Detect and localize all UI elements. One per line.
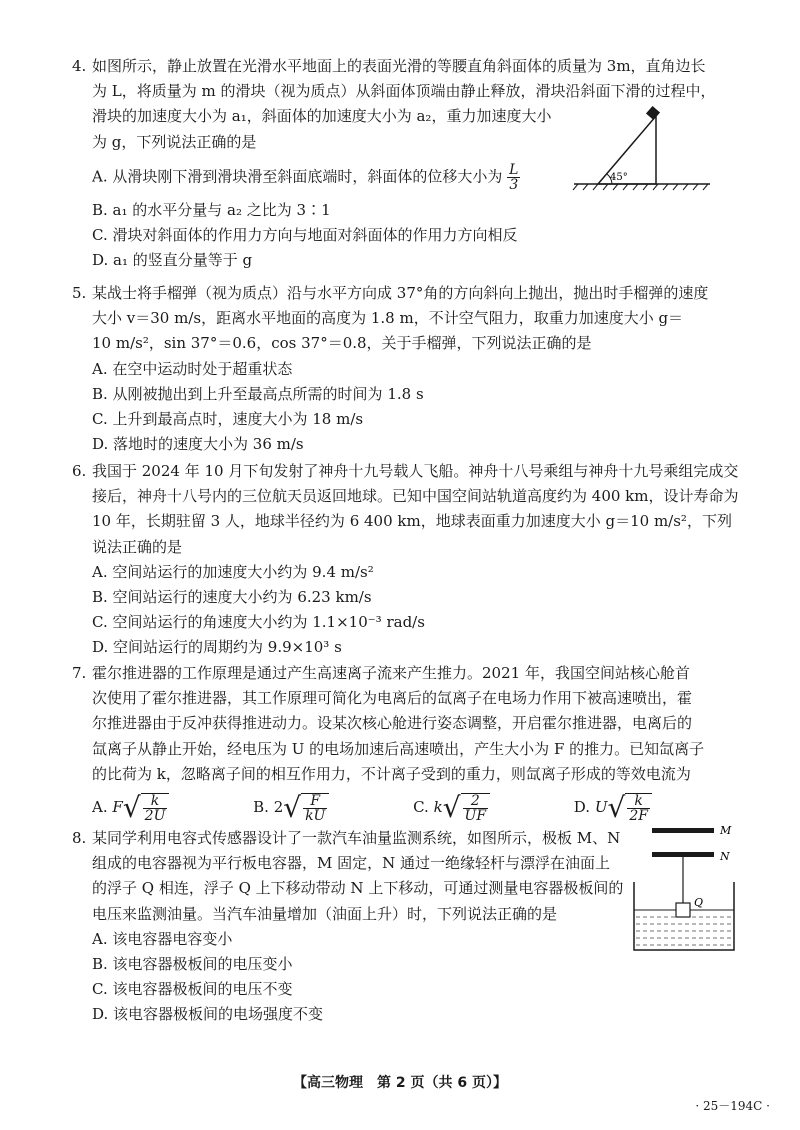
coefficient: 2 bbox=[273, 798, 284, 817]
radical-icon: √ bbox=[442, 791, 461, 825]
radicand bbox=[141, 793, 170, 823]
question-text-line: 次使用了霍尔推进器，其工作原理可简化为电离后的氙离子在电场力作用下被高速喷出，霍 bbox=[92, 689, 693, 708]
fraction-denominator: 3 bbox=[509, 176, 519, 193]
question-text-line: 的浮子 Q 相连，浮子 Q 上下移动带动 N 上下移动，可通过测量电容器极板间的 bbox=[92, 879, 624, 898]
question-text-line: 为 g，下列说法正确的是 bbox=[92, 132, 257, 151]
sqrt-expression bbox=[123, 793, 170, 823]
option-c: C. 上升到最高点时，速度大小为 18 m/s bbox=[92, 410, 364, 429]
question-text-line: 滑块的加速度大小为 a₁，斜面体的加速度大小为 a₂，重力加速度大小 bbox=[92, 107, 552, 126]
option-d: D. a₁ 的竖直分量等于 g bbox=[92, 251, 253, 270]
fraction bbox=[463, 794, 489, 823]
question-text-line: 如图所示，静止放置在光滑水平地面上的表面光滑的等腰直角斜面体的质量为 3m，直角边长 bbox=[92, 57, 706, 75]
fraction-denominator: UF bbox=[464, 808, 487, 825]
radicand bbox=[301, 793, 329, 823]
option-b: B. 该电容器极板间的电压变小 bbox=[92, 955, 293, 974]
question-text-line: 说法正确的是 bbox=[92, 537, 183, 556]
question-text-line: 的比荷为 k，忽略离子间的相互作用力，不计离子受到的重力，则氙离子形成的等效电流为 bbox=[92, 764, 691, 783]
slider-block bbox=[646, 106, 660, 120]
option-a bbox=[92, 793, 169, 823]
option-label: D. bbox=[573, 798, 591, 817]
oil-hatch bbox=[636, 917, 732, 945]
option-b bbox=[253, 793, 329, 823]
question-number: 5. bbox=[72, 284, 87, 302]
option-b: B. a₁ 的水平分量与 a₂ 之比为 3∶1 bbox=[92, 200, 331, 219]
option-b: B. 从刚被抛出到上升至最高点所需的时间为 1.8 s bbox=[92, 384, 424, 403]
question-text-line: 为 L，将质量为 m 的滑块（视为质点）从斜面体顶端由静止释放，滑块沿斜面下滑的过程中， bbox=[92, 82, 716, 101]
fraction bbox=[303, 794, 327, 823]
radicand bbox=[461, 793, 491, 823]
sqrt-expression bbox=[443, 793, 490, 823]
ground-hatch bbox=[573, 184, 708, 190]
fraction-denominator: kU bbox=[305, 808, 326, 825]
fraction-numerator: F bbox=[303, 794, 327, 809]
coefficient: F bbox=[112, 798, 123, 817]
coefficient: k bbox=[433, 798, 443, 817]
question-number: 7. bbox=[72, 664, 87, 682]
question-6 bbox=[72, 459, 760, 661]
question-text-line: 我国于 2024 年 10 月下旬发射了神舟十九号载人飞船。神舟十八号乘组与神舟十九号乘组完成交 bbox=[92, 462, 739, 480]
question-number: 4. bbox=[72, 57, 87, 75]
option-d: D. 空间站运行的周期约为 9.9×10³ s bbox=[92, 638, 342, 657]
option-d bbox=[574, 793, 652, 823]
option-row bbox=[92, 793, 652, 823]
plate-n-label: N bbox=[720, 850, 730, 863]
sqrt-expression bbox=[283, 793, 329, 823]
plate-m bbox=[652, 828, 714, 833]
option-c: C. 空间站运行的角速度大小约为 1.1×10⁻³ rad/s bbox=[92, 613, 425, 632]
option-label: B. bbox=[253, 798, 269, 817]
option-b: B. 空间站运行的速度大小约为 6.23 km/s bbox=[92, 588, 372, 607]
float-q-label: Q bbox=[694, 896, 704, 909]
radical-icon: √ bbox=[607, 791, 626, 825]
option-c: C. 该电容器极板间的电压不变 bbox=[92, 980, 293, 999]
plate-n bbox=[652, 852, 714, 857]
question-text-line: 10 年，长期驻留 3 人，地球半径约为 6 400 km，地球表面重力加速度大小 g＝10 m/s²，下列 bbox=[92, 512, 732, 531]
capacitor-figure bbox=[630, 822, 740, 957]
float-q bbox=[676, 903, 690, 917]
angle-label: 45° bbox=[610, 172, 628, 183]
question-7 bbox=[72, 661, 760, 825]
fraction-denominator: 2U bbox=[144, 808, 166, 825]
option-d: D. 落地时的速度大小为 36 m/s bbox=[92, 435, 304, 454]
option-label: A. bbox=[92, 798, 108, 817]
option-a: A. 该电容器电容变小 bbox=[92, 929, 233, 948]
question-text-line: 组成的电容器视为平行板电容器，M 固定，N 通过一绝缘轻杆与漂浮在油面上 bbox=[92, 854, 611, 873]
question-text-line: 氙离子从静止开始，经电压为 U 的电场加速后高速喷出，产生大小为 F 的推力。已知氙离子 bbox=[92, 739, 705, 758]
radical-icon: √ bbox=[283, 791, 302, 825]
plate-m-label: M bbox=[720, 824, 732, 837]
question-number: 8. bbox=[72, 829, 87, 847]
sqrt-expression bbox=[608, 793, 652, 823]
option-c bbox=[413, 793, 490, 823]
coefficient: U bbox=[594, 798, 608, 817]
question-text-line: 10 m/s²，sin 37°＝0.6，cos 37°＝0.8，关于手榴弹，下列说法正确的是 bbox=[92, 334, 592, 353]
fraction-numerator: k bbox=[143, 794, 168, 809]
exam-code: · 25－194C · bbox=[695, 1099, 770, 1113]
question-text-line: 电压来监测油量。当汽车油量增加（油面上升）时，下列说法正确的是 bbox=[92, 904, 558, 923]
question-text-line: 接后，神舟十八号内的三位航天员返回地球。已知中国空间站轨道高度约为 400 km，设计寿命为 bbox=[92, 487, 739, 506]
fraction bbox=[143, 794, 168, 823]
fraction-numerator: k bbox=[627, 794, 650, 809]
fraction bbox=[627, 794, 650, 823]
radical-icon: √ bbox=[122, 791, 141, 825]
fraction bbox=[507, 163, 520, 192]
option-a: A. 在空中运动时处于超重状态 bbox=[92, 359, 293, 378]
question-number: 6. bbox=[72, 462, 87, 480]
question-text-line: 霍尔推进器的工作原理是通过产生高速离子流来产生推力。2021 年，我国空间站核心舱首 bbox=[92, 664, 690, 682]
question-text-line: 某战士将手榴弹（视为质点）沿与水平方向成 37°角的方向斜向上抛出，抛出时手榴弹的速度 bbox=[92, 284, 709, 302]
option-d: D. 该电容器极板间的电场强度不变 bbox=[92, 1005, 324, 1024]
option-c: C. 滑块对斜面体的作用力方向与地面对斜面体的作用力方向相反 bbox=[92, 226, 518, 245]
fraction-numerator: 2 bbox=[463, 794, 489, 809]
incline-figure bbox=[568, 104, 718, 194]
question-text-line: 某同学利用电容式传感器设计了一款汽车油量监测系统，如图所示，极板 M、N bbox=[92, 829, 621, 847]
fraction-numerator: L bbox=[509, 161, 519, 178]
question-text-line: 尔推进器由于反冲获得推进动力。设某次核心舱进行姿态调整，开启霍尔推进器，电离后的 bbox=[92, 714, 693, 733]
option-a: A. 空间站运行的加速度大小约为 9.4 m/s² bbox=[92, 562, 374, 581]
option-text: A. 从滑块刚下滑到滑块滑至斜面底端时，斜面体的位移大小为 bbox=[92, 167, 503, 186]
radicand bbox=[625, 793, 652, 823]
question-text-line: 大小 v＝30 m/s，距离水平地面的高度为 1.8 m，不计空气阻力，取重力加速度大小 g＝ bbox=[92, 309, 684, 328]
fraction-denominator: 2F bbox=[629, 808, 648, 825]
question-5 bbox=[72, 281, 760, 457]
option-label: C. bbox=[413, 798, 429, 817]
page-footer: 【高三物理 第 2 页（共 6 页）】 bbox=[293, 1075, 507, 1091]
